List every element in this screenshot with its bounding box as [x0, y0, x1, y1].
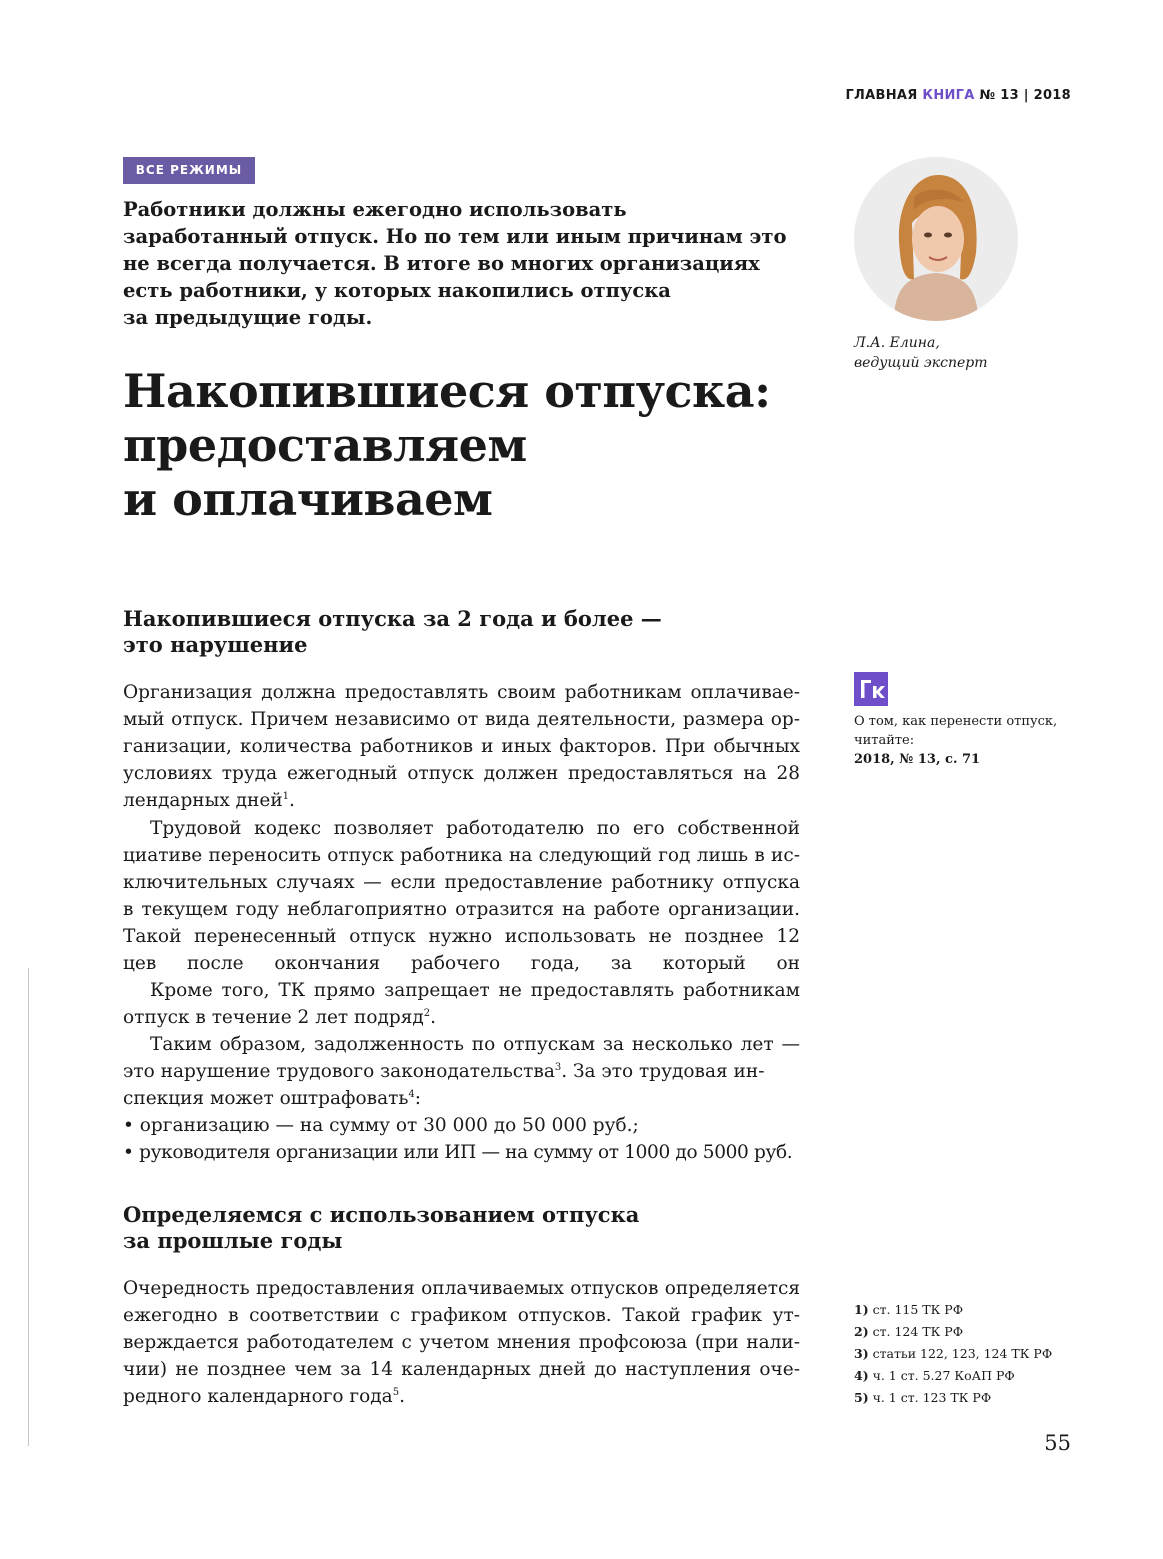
footnote: [854, 1343, 1052, 1365]
section-tag: ВСЕ РЕЖИМЫ: [123, 157, 255, 184]
brand-accent: КНИГА: [922, 88, 975, 103]
footnote-number: 2): [854, 1324, 869, 1339]
footnote-number: 4): [854, 1368, 869, 1383]
lead-line: заработанный отпуск. Но по тем или иным причинам это: [123, 225, 787, 248]
body-text: . За это трудовая ин-: [561, 1061, 765, 1082]
body-text: отпуск в течение 2 лет подряд: [123, 1007, 424, 1028]
footnote-ref: 3: [554, 1062, 562, 1073]
body-line: лендарных дней$^1$.: [123, 790, 295, 811]
body-text: редного календарного года: [123, 1386, 393, 1407]
article-title: [123, 364, 823, 526]
bullet-item: • организацию — на сумму от 30 000 до 50 000 руб.;: [123, 1115, 639, 1136]
lead-paragraph: [123, 196, 813, 331]
lead-line: не всегда получается. В итоге во многих организациях: [123, 252, 760, 275]
body-line: [123, 1058, 800, 1085]
footnote-number: 1): [854, 1302, 869, 1317]
footnote-ref: 5: [392, 1387, 400, 1398]
lead-line: есть работники, у которых накопились отпуска: [123, 279, 671, 302]
section-heading-1: [123, 606, 823, 658]
body-text: спекция может оштрафовать: [123, 1088, 409, 1109]
heading-line: Определяемся с использованием отпуска: [123, 1202, 640, 1227]
gk-logo-icon: [854, 672, 888, 706]
side-note-text: читайте:: [854, 733, 915, 748]
body-line: условиях труда ежегодный отпуск должен предоставляться на 28: [123, 763, 800, 784]
title-line: и оплачиваем: [123, 472, 493, 526]
body-line: отпуск в течение 2 лет подряд$^2$.: [123, 1007, 437, 1028]
body-line: цев после окончания рабочего года, за который он: [123, 953, 800, 974]
body-line: циативе переносить отпуск работника на следующий год лишь в ис-: [123, 845, 800, 866]
page-number: 55: [1044, 1431, 1071, 1455]
footnote-text: ч. 1 ст. 5.27 КоАП РФ: [868, 1368, 1015, 1383]
footnote-number: 3): [854, 1346, 869, 1361]
footnote-ref: 4: [408, 1089, 415, 1100]
title-line: Накопившиеся отпуска:: [123, 364, 771, 418]
footnote-ref: 1: [282, 791, 290, 802]
section-heading-2: [123, 1202, 823, 1254]
brand-name: ГЛАВНАЯ: [845, 88, 918, 103]
body-line: Трудовой кодекс позволяет работодателю по его собственной: [150, 818, 800, 839]
footnotes: [854, 1299, 1052, 1409]
body-text: лендарных дней: [123, 790, 283, 811]
body-line: ключительных случаях — если предоставление работнику отпуска: [123, 872, 800, 893]
footnote: [854, 1365, 1052, 1387]
body-line: ганизации, количества работников и иных факторов. При обычных: [123, 736, 800, 757]
body-line: Такой перенесенный отпуск нужно использовать не позднее 12: [123, 926, 800, 947]
margin-rule: [28, 968, 29, 1446]
body-line: верждается работодателем с учетом мнения профсоюза (при нали-: [123, 1332, 800, 1353]
body-text: это нарушение трудового законодательства: [123, 1061, 555, 1082]
footnote: [854, 1387, 1052, 1409]
magazine-header: [845, 88, 1071, 103]
body-line: Таким образом, задолженность по отпускам за несколько лет —: [150, 1034, 800, 1055]
lead-line: за предыдущие годы.: [123, 306, 373, 329]
footnote-text: ст. 124 ТК РФ: [868, 1324, 964, 1339]
footnote: [854, 1321, 1052, 1343]
author-role: ведущий эксперт: [854, 355, 988, 371]
heading-line: за прошлые годы: [123, 1228, 343, 1253]
footnote-text: статьи 122, 123, 124 ТК РФ: [868, 1346, 1053, 1361]
heading-line: это нарушение: [123, 632, 308, 657]
body-line: Очередность предоставления оплачиваемых отпусков определяется: [123, 1278, 800, 1299]
footnote-text: ч. 1 ст. 123 ТК РФ: [868, 1390, 992, 1405]
side-note: [854, 712, 1074, 769]
heading-line: Накопившиеся отпуска за 2 года и более —: [123, 606, 662, 631]
body-line: редного календарного года$^5$.: [123, 1386, 405, 1407]
issue-number: № 13 | 2018: [979, 88, 1071, 103]
body-line: мый отпуск. Причем независимо от вида деятельности, размера ор-: [123, 709, 800, 730]
body-line: Организация должна предоставлять своим работникам оплачивае-: [123, 682, 800, 703]
body-line: чии) не позднее чем за 14 календарных дней до наступления оче-: [123, 1359, 800, 1380]
author-photo: [854, 157, 1018, 321]
footnote: [854, 1299, 1052, 1321]
side-note-text: О том, как перенести отпуск,: [854, 714, 1058, 729]
body-line: в текущем году неблагоприятно отразится на работе организации.: [123, 899, 800, 920]
title-line: предоставляем: [123, 418, 527, 472]
footnote-ref: 2: [423, 1008, 431, 1019]
author-caption: [854, 333, 988, 373]
side-note-reference[interactable]: 2018, № 13, с. 71: [854, 752, 981, 767]
body-line: спекция может оштрафовать$^4$:: [123, 1088, 422, 1109]
footnote-number: 5): [854, 1390, 869, 1405]
body-line: ежегодно в соответствии с графиком отпусков. Такой график ут-: [123, 1305, 800, 1326]
body-line: Кроме того, ТК прямо запрещает не предоставлять работникам: [150, 980, 800, 1001]
footnote-text: ст. 115 ТК РФ: [868, 1302, 964, 1317]
bullet-item: • руководителя организации или ИП — на сумму от 1000 до 5000 руб.: [123, 1142, 793, 1163]
author-name: Л.А. Елина,: [854, 335, 940, 351]
lead-line: Работники должны ежегодно использовать: [123, 198, 627, 221]
